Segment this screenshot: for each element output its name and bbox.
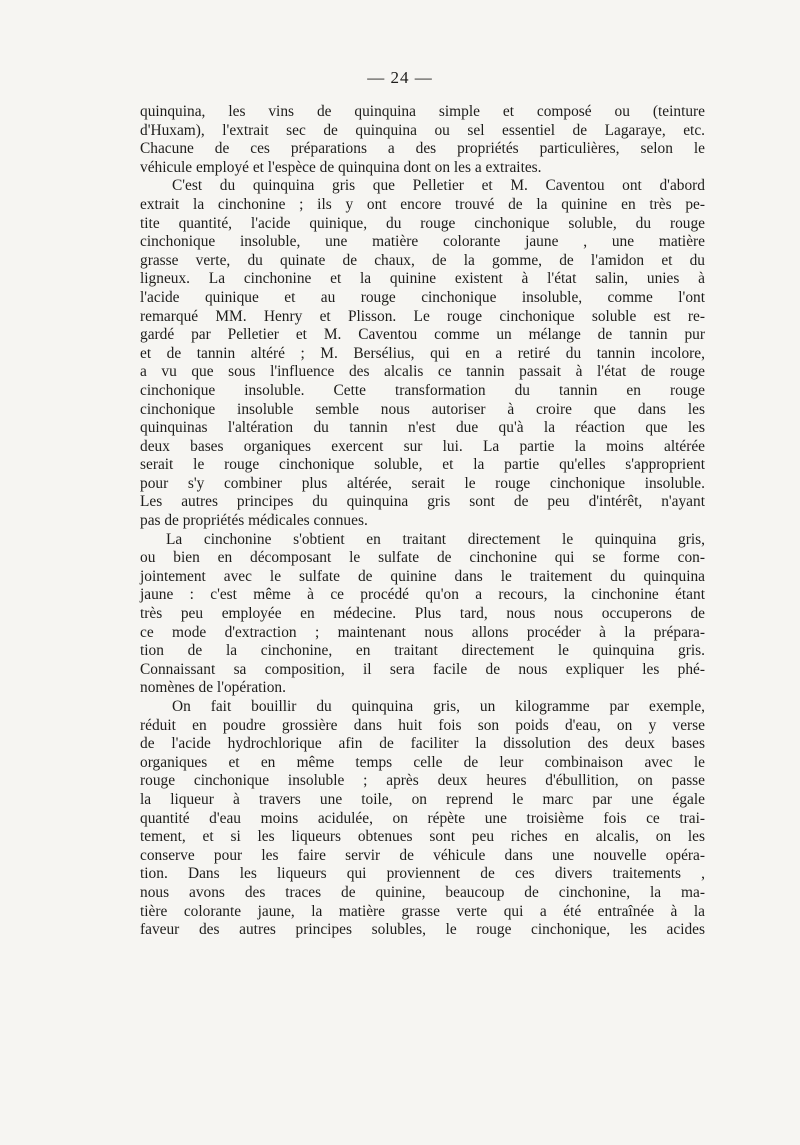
text-line: grasse verte, du quinate de chaux, de la gomme, de l'amidon et du [140,251,705,269]
text-line: nomènes de l'opération. [140,679,286,697]
text-line: pour s'y combiner plus altérée, serait le rouge cinchonique insoluble. [140,474,705,492]
text-line: quinquina, les vins de quinquina simple et composé ou (teinture [140,103,705,120]
text-line: remarqué MM. Henry et Plisson. Le rouge cinchonique soluble est re- [140,307,705,325]
text-line: nous avons des traces de quinine, beaucoup de cinchonine, la ma- [140,883,705,901]
text-line: extrait la cinchonine ; ils y ont encore trouvé de la quinine en très pe- [140,195,705,213]
text-line: de l'acide hydrochlorique afin de faciliter la dissolution des deux bases [140,735,705,753]
text-line: et de tannin altéré ; M. Bersélius, qui en a retiré du tannin incolore, [140,344,705,362]
text-line: tion de la cinchonine, en traitant directement le quinquina gris. [140,642,705,660]
text-line: réduit en poudre grossière dans huit fois son poids d'eau, on y verse [140,716,705,734]
text-line: jointement avec le sulfate de quinine dans le traitement du quinquina [140,567,705,585]
text-line: cinchonique insoluble. Cette transformation du tannin en rouge [140,381,705,399]
text-line: C'est du quinquina gris que Pelletier et M. Caventou ont d'abord [172,177,705,195]
text-line: tière colorante jaune, la matière grasse verte qui a été entraînée à la [140,902,705,920]
paragraph [140,177,705,530]
paragraph [140,103,705,177]
text-line: Les autres principes du quinquina gris sont de peu d'intérêt, n'ayant [140,493,705,511]
text-line: cinchonique insoluble semble nous autoriser à croire que dans les [140,400,705,418]
text-line: On fait bouillir du quinquina gris, un kilogramme par exemple, [172,698,705,715]
text-line: Connaissant sa composition, il sera facile de nous expliquer les phé- [140,660,705,678]
text-line: tite quantité, l'acide quinique, du rouge cinchonique soluble, du rouge [140,214,705,232]
page-number: — 24 — [367,68,433,87]
text-line: la liqueur à travers une toile, on reprend le marc par une égale [140,790,705,808]
text-line: véhicule employé et l'espèce de quinquina dont on les a extraites. [140,158,542,176]
text-line: ligneux. La cinchonine et la quinine existent à l'état salin, unies à [140,270,705,288]
text-line: cinchonique insoluble, une matière colorante jaune , une matière [140,233,705,251]
text-line: a vu que sous l'influence des alcalis ce tannin passait à l'état de rouge [140,363,705,381]
text-line: La cinchonine s'obtient en traitant directement le quinquina gris, [166,530,705,548]
text-line: ou bien en décomposant le sulfate de cinchonine qui se forme con- [140,549,705,567]
text-line: très peu employée en médecine. Plus tard, nous nous occuperons de [140,605,705,623]
text-line: pas de propriétés médicales connues. [140,512,368,530]
text-line: organiques et en même temps celle de leur combinaison avec le [140,753,705,771]
text-line: tement, et si les liqueurs obtenues sont peu riches en alcalis, on les [140,828,705,846]
text-line: deux bases organiques exercent sur lui. La partie la moins altérée [140,437,705,455]
paragraph [140,531,705,698]
text-line: l'acide quinique et au rouge cinchonique insoluble, comme l'ont [140,288,705,306]
paragraph [140,698,705,940]
text-line: tion. Dans les liqueurs qui proviennent de ces divers traitements , [140,865,705,883]
text-line: serait le rouge cinchonique soluble, et la partie qu'elles s'approprient [140,456,705,474]
text-line: conserve pour les faire servir de véhicule dans une nouvelle opéra- [140,846,705,864]
text-line: quinquinas l'altération du tannin n'est due qu'à la réaction que les [140,419,705,437]
text-line: d'Huxam), l'extrait sec de quinquina ou sel essentiel de Lagaraye, etc. [140,121,705,139]
text-line: gardé par Pelletier et M. Caventou comme un mélange de tannin pur [140,326,705,344]
text-line: rouge cinchonique insoluble ; après deux heures d'ébullition, on passe [140,772,705,790]
text-line: quantité d'eau moins acidulée, on répète une troisième fois ce trai- [140,809,705,827]
body-text [140,103,705,940]
text-line: ce mode d'extraction ; maintenant nous allons procéder à la prépara- [140,623,705,641]
text-line: faveur des autres principes solubles, le rouge cinchonique, les acides [140,921,705,939]
text-line: Chacune de ces préparations a des propriétés particulières, selon le [140,140,705,158]
text-line: jaune : c'est même à ce procédé qu'on a recours, la cinchonine étant [140,586,705,604]
